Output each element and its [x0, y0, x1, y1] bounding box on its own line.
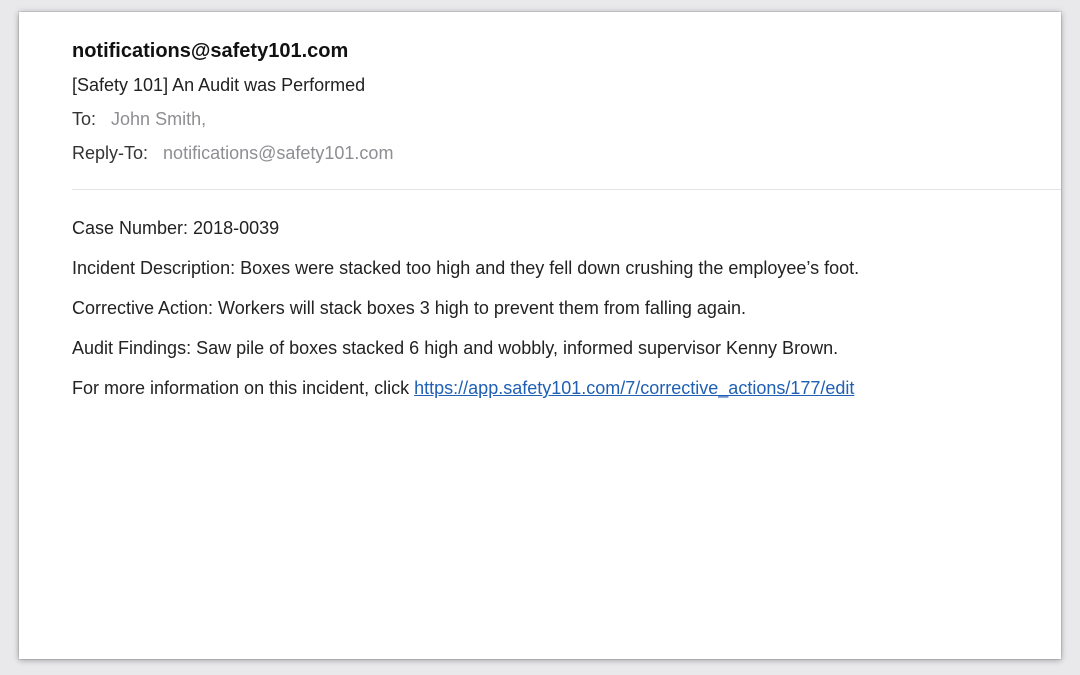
to-label: To:: [72, 109, 97, 129]
reply-to-label: Reply-To:: [72, 143, 149, 163]
audit-findings: Audit Findings: Saw pile of boxes stacked 6 high and wobbly, informed supervisor Kenny Brown.: [72, 338, 839, 358]
email-header: [72, 38, 1061, 165]
more-info-text: For more information on this incident, click: [72, 378, 415, 398]
more-info-line: [72, 376, 1041, 400]
email-body: [72, 216, 1041, 416]
to-row: [72, 107, 1061, 131]
corrective-action: Corrective Action: Workers will stack boxes 3 high to prevent them from falling again.: [72, 298, 746, 318]
sender-address: notifications@safety101.com: [72, 40, 349, 62]
email-subject: [Safety 101] An Audit was Performed: [72, 75, 366, 95]
reply-to-address[interactable]: notifications@safety101.com: [163, 143, 394, 163]
reply-to-row: [72, 141, 1061, 165]
incident-description: Incident Description: Boxes were stacked too high and they fell down crushing the employee’s foot.: [72, 258, 860, 278]
header-divider: [72, 189, 1061, 190]
email-window: [19, 12, 1061, 659]
corrective-action-link[interactable]: https://app.safety101.com/7/corrective_actions/177/edit: [414, 378, 855, 398]
case-number: Case Number: 2018-0039: [72, 218, 280, 238]
to-recipient[interactable]: John Smith,: [111, 109, 207, 129]
